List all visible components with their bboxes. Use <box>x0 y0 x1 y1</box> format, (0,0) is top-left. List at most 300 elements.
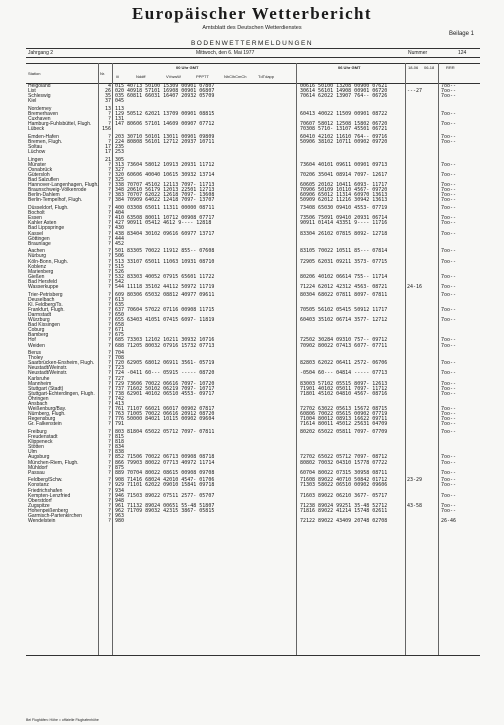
obs-00-groups: 834 <box>115 444 125 451</box>
obs-00-groups: 427 90911 05412 4612 9---- 12818 <box>115 220 212 227</box>
obs-00-groups: 875 <box>115 464 125 471</box>
station-name: Helgoland <box>28 83 51 89</box>
rr-group: 7oo-- <box>441 258 457 265</box>
obs-06-groups: 70607 58012 12508 15802 06720 <box>300 121 388 128</box>
station-nr: ? <box>107 332 111 339</box>
obs-00-groups: 724 -0411 60--- 05915 ----- 08720 <box>115 370 215 377</box>
rr-group: 7oo-- <box>441 215 457 222</box>
col-obs-00: 00 Uhr GMT <box>176 65 199 70</box>
rr-group: 7oo-- <box>441 360 457 367</box>
col-obs-06: 06 Uhr GMT <box>338 65 361 70</box>
section-heading: BODENWETTERMELDUNGEN <box>190 40 314 47</box>
station-name: List <box>28 88 36 95</box>
obs-00-groups: 542 <box>115 278 125 285</box>
station-name: Garmisch-Partenkirchen <box>28 513 82 519</box>
station-nr: ? <box>107 380 111 387</box>
obs-00-groups: 544 11118 35102 44112 50972 11719 <box>115 283 215 290</box>
obs-00-groups: 404 <box>115 210 125 217</box>
obs-06-groups: 60605 20102 10411 6093- 11717 <box>300 182 388 189</box>
obs-06-groups: 80206 40102 06614 755-- 11714 <box>300 273 388 280</box>
station-nr: 17 <box>104 144 111 151</box>
station-name: Stuttgart (Stadt) <box>28 385 64 392</box>
obs-06-groups: 83105 70022 10511 85--- 07814 <box>300 248 388 255</box>
obs-06-groups: 83304 26102 07815 8092- 12718 <box>300 230 388 237</box>
obs-00-groups: 501 83305 70022 11912 855-- 07608 <box>115 248 215 255</box>
obs-00-groups: 948 <box>115 497 125 504</box>
obs-00-groups: 613 <box>115 296 125 303</box>
rr-group: 7oo-- <box>441 482 457 489</box>
station-nr: ? <box>107 350 111 357</box>
obs-00-groups: 671 <box>115 327 125 334</box>
obs-06-groups: 60403 35102 06714 3577- 12712 <box>300 317 388 324</box>
rr-group: 7oo-- <box>441 492 457 499</box>
station-name: Düsseldorf, Flugh. <box>28 205 69 212</box>
station-name: Norderney <box>28 105 52 112</box>
obs-00-groups: 889 70704 80022 08615 00908 09708 <box>115 469 215 476</box>
obs-00-groups: 015 40713 50100 15309 00901 07807 <box>115 83 215 89</box>
station-nr: ? <box>107 477 111 484</box>
rr-group: 7oo-- <box>441 477 457 484</box>
rr-group: 7oo-- <box>441 83 457 89</box>
station-nr: ? <box>107 507 111 514</box>
footnote: Bei Flughäfen: Höhe = offizielle Flughafenhöhe <box>26 718 99 722</box>
station-nr: ? <box>107 278 111 285</box>
station-nr: ? <box>107 248 111 255</box>
obs-00-groups: 675 <box>115 332 125 339</box>
table-row <box>26 198 480 203</box>
rr-group: 7oo-- <box>441 283 457 290</box>
obs-00-groups: 838 <box>115 449 125 456</box>
obs-00-groups: 723 <box>115 365 125 372</box>
rr-group: 7oo-- <box>441 192 457 199</box>
table-row <box>26 519 480 524</box>
station-name: Passau <box>28 469 45 476</box>
station-name: Kempten-Lenzfried <box>28 492 71 499</box>
station-name: Weiden <box>28 342 45 349</box>
rr-group: 7oo-- <box>441 459 457 466</box>
station-nr: ? <box>107 311 111 318</box>
station-name: Neustadt/Weinstr. <box>28 370 68 377</box>
station-name: Münster <box>28 161 47 168</box>
station-table <box>26 84 480 524</box>
station-nr: ? <box>107 187 111 194</box>
col-06-18: 06-18 <box>424 65 435 70</box>
station-name: Karlsruhe <box>28 375 50 382</box>
station-nr: ? <box>107 454 111 461</box>
station-name: Frankfurt, Flugh. <box>28 306 65 313</box>
obs-06-groups: 60413 40022 11509 00901 08722 <box>300 110 388 117</box>
table-row <box>26 127 480 132</box>
station-nr: ? <box>107 268 111 275</box>
station-name: Ansbach <box>28 401 48 408</box>
station-nr: ? <box>107 513 111 519</box>
obs-06-groups: 90911 01414 43351 9---- 11716 <box>300 220 388 227</box>
rr-group: 7oo-- <box>441 380 457 387</box>
rr-group: 7oo-- <box>441 161 457 168</box>
obs-06-groups: 73604 40101 09611 00901 09713 <box>300 161 388 168</box>
station-name: Bremerhaven <box>28 110 59 117</box>
obs-00-groups: 325 <box>115 177 125 184</box>
station-nr: ? <box>107 138 111 145</box>
obs-00-groups: 791 <box>115 421 125 428</box>
station-name: Zugspitze <box>28 502 50 509</box>
station-name: Wasserkuppe <box>28 283 59 290</box>
obs-00-groups: 235 <box>115 144 125 151</box>
station-name: Freudenstadt <box>28 434 58 441</box>
station-name: Mannheim <box>28 380 52 387</box>
station-nr: ? <box>107 301 111 308</box>
station-name: Öhringen <box>28 395 49 402</box>
col-rrr: RRR <box>446 65 455 70</box>
station-nr: ? <box>107 273 111 280</box>
obs-06-groups: 60410 42102 11610 764-- 09716 <box>300 133 388 140</box>
obs-00-groups: 815 <box>115 434 125 441</box>
obs-06-groups: 70505 56102 05415 50912 11717 <box>300 306 388 313</box>
obs-00-groups: 655 63403 41051 07415 6097- 11819 <box>115 317 215 324</box>
station-nr: 37 <box>104 98 111 105</box>
obs-00-groups: 763 71005 70022 06616 20912 08720 <box>115 411 215 418</box>
station-nr: 13 <box>104 105 111 112</box>
station-name: Braunlage <box>28 240 51 247</box>
obs-06-groups: 80202 65022 05811 7097- 07709 <box>300 429 388 435</box>
obs-00-groups: 452 <box>115 240 125 247</box>
station-nr: ? <box>107 258 111 265</box>
rr-group: 7oo-- <box>441 370 457 377</box>
station-nr: 4 <box>107 83 111 89</box>
obs-00-groups: 410 63508 80011 10712 00908 07717 <box>115 215 215 222</box>
obs-00-groups: 506 <box>115 253 125 260</box>
obs-06-groups: 50909 62012 11216 30942 13613 <box>300 197 388 204</box>
station-nr: ? <box>107 390 111 397</box>
station-nr: ? <box>107 322 111 329</box>
obs-00-groups: 515 <box>115 263 125 270</box>
obs-06-groups: 60906 65012 11314 60970 13613 <box>300 192 388 199</box>
station-name: Klippeneck <box>28 439 53 446</box>
station-name: Stötten <box>28 444 44 451</box>
obs-06-groups: 70614 62022 13907 764-- 06726 <box>300 93 388 100</box>
obs-00-groups: 035 60811 66031 16407 20932 05709 <box>115 93 215 100</box>
station-nr: 17 <box>104 149 111 156</box>
obs-00-groups: 609 80306 65032 08812 40977 09611 <box>115 291 215 298</box>
station-nr: ? <box>107 133 111 140</box>
station-nr: ? <box>107 518 111 525</box>
col-nddff: Nddff <box>136 74 146 79</box>
obs-06-groups: 70906 50109 10110 4567- 09720 <box>300 187 388 194</box>
obs-06-groups: 80802 70032 04310 15778 07722 <box>300 459 388 466</box>
station-name: Braunschweig-Völkenrode <box>28 187 87 194</box>
rr-group: 7oo-- <box>441 291 457 298</box>
table-header <box>26 63 480 84</box>
station-name: Ulm <box>28 449 37 456</box>
obs-00-groups: 946 71503 89022 07511 2577- 05707 <box>115 492 215 499</box>
obs-00-groups: 413 <box>115 401 125 408</box>
station-name: Essen <box>28 215 42 222</box>
obs-00-groups: 929 71101 62022 09010 15841 09718 <box>115 482 215 489</box>
station-nr: ? <box>107 449 111 456</box>
station-nr: ? <box>107 205 111 212</box>
obs-06-groups: 71004 80012 08913 16622 09711 <box>300 416 388 423</box>
obs-00-groups: 532 83303 40052 07915 65601 11722 <box>115 273 215 280</box>
station-nr: ? <box>107 439 111 446</box>
station-name: Hannover-Langenhagen, Flugh. <box>28 182 99 189</box>
rr-group: 7oo-- <box>441 421 457 428</box>
station-nr: ? <box>107 317 111 324</box>
obs-06-groups: 72502 30284 09310 757-- 09712 <box>300 337 388 344</box>
table-row <box>26 422 480 427</box>
col-vvwwww: VVwwW <box>166 74 181 79</box>
station-nr: ? <box>107 482 111 489</box>
obs-00-groups: 685 73303 12102 10211 30932 10716 <box>115 337 215 344</box>
station-name: Augsburg <box>28 454 50 461</box>
station-name: Bad Lippspringe <box>28 225 65 232</box>
obs-00-groups: 305 <box>115 156 125 163</box>
obs-06-groups: 71303 58022 06510 00902 09606 <box>300 482 388 489</box>
rr-group: 7oo-- <box>441 172 457 178</box>
obs-06-groups: 30614 56101 14908 00901 06720 <box>300 88 388 95</box>
obs-06-groups: 70308 5710- 13107 45501 06721 <box>300 126 388 133</box>
station-nr: ? <box>107 497 111 504</box>
station-name: Schleswig <box>28 93 51 100</box>
rr-group: 26-46 <box>441 518 457 525</box>
station-nr: ? <box>107 406 111 413</box>
table-row <box>26 344 480 349</box>
station-name: Stuttgart-Echterdingen, Flugh. <box>28 390 95 397</box>
obs-00-groups: 908 71416 68024 42010 4547- 01706 <box>115 477 215 484</box>
station-nr: 35 <box>104 93 111 100</box>
station-name: Oberstdorf <box>28 497 52 504</box>
station-nr: ? <box>107 429 111 435</box>
station-nr: ? <box>107 166 111 173</box>
beilage-label: Beilage 1 <box>448 31 474 37</box>
obs-00-groups: 818 <box>115 439 125 446</box>
station-name: München-Riem, Flugh. <box>28 459 79 466</box>
station-name: Aachen <box>28 248 45 255</box>
jahrgang: Jahrgang 2 <box>28 50 54 56</box>
table-row <box>26 242 480 247</box>
col-tdtdapp: TdTdapp <box>258 74 275 79</box>
obs-06-groups: 72122 89022 43409 20748 02708 <box>300 518 388 525</box>
station-nr: ? <box>107 210 111 217</box>
station-nr: ? <box>107 192 111 199</box>
obs-00-groups: 708 <box>115 355 125 362</box>
station-nr: ? <box>107 230 111 237</box>
station-name: Bremen, Flugh. <box>28 138 63 145</box>
obs-06-groups: 71603 89022 06210 3677- 05717 <box>300 492 388 499</box>
obs-00-groups: 729 73606 70022 06616 7097- 10720 <box>115 380 215 387</box>
obs-06-groups: 73408 65030 09410 4553- 07719 <box>300 205 388 212</box>
obs-00-groups: 253 <box>115 149 125 156</box>
station-nr: ? <box>107 355 111 362</box>
obs-06-groups: -0504 60--- 04814 ----- 07713 <box>300 370 388 377</box>
station-name: Regensburg <box>28 416 56 423</box>
station-name: Darmstadt <box>28 311 52 318</box>
obs-00-groups: 963 <box>115 513 125 519</box>
station-nr: ? <box>107 434 111 441</box>
station-name: Bamberg <box>28 332 49 339</box>
obs-00-groups: 513 33107 65011 11063 10931 08710 <box>115 258 215 265</box>
station-nr: ? <box>107 365 111 372</box>
obs-06-groups: 71614 80011 45012 25631 04709 <box>300 421 388 428</box>
station-name: Trier-Petrisberg <box>28 291 63 298</box>
table-row <box>26 285 480 290</box>
station-nr: ? <box>107 444 111 451</box>
rr-group: 7oo-- <box>441 220 457 227</box>
obs-06-groups: 71816 89022 41214 15748 02611 <box>300 507 388 514</box>
station-name: Kiel <box>28 98 37 105</box>
station-name: Nürnberg, Flugh. <box>28 411 66 418</box>
station-nr: ? <box>107 177 111 184</box>
obs-06-groups: 70206 35041 08914 7097- 12617 <box>300 172 388 178</box>
obs-00-groups: 962 71709 89032 42315 3867- 05815 <box>115 507 215 514</box>
rr-group: 7oo-- <box>441 406 457 413</box>
obs-06-groups: 60806 70022 05615 00902 07719 <box>300 411 388 418</box>
obs-00-groups: 348 20610 56179 12013 22501 12713 <box>115 187 215 194</box>
table-row <box>26 99 480 104</box>
station-name: Konstanz <box>28 482 49 489</box>
station-nr: ? <box>107 401 111 408</box>
station-nr: ? <box>107 197 111 204</box>
obs-00-groups: 688 71205 80032 07916 15732 07713 <box>115 342 215 349</box>
obs-00-groups: 224 80808 56101 12712 20937 10711 <box>115 138 215 145</box>
rr-group: 7oo-- <box>441 390 457 397</box>
station-name: Berlin-Tempelhof, Flugh. <box>28 197 83 204</box>
table-row <box>26 471 480 476</box>
obs-00-groups: 131 <box>115 116 125 123</box>
station-name: Lingen <box>28 156 44 163</box>
station-nr: ? <box>107 370 111 377</box>
obs-00-groups: 045 <box>115 98 125 105</box>
station-name: Deuselbach <box>28 296 55 303</box>
obs-06-groups: 70902 80022 07413 6077- 07711 <box>300 342 388 349</box>
station-nr: ? <box>107 502 111 509</box>
station-nr: ? <box>107 395 111 402</box>
obs-00-groups: 650 <box>115 311 125 318</box>
rr-group: 7oo-- <box>441 342 457 349</box>
station-name: Lüchow <box>28 149 46 156</box>
rr-group: 7oo-- <box>441 133 457 140</box>
station-nr: ? <box>107 110 111 117</box>
rr-group: 7oo-- <box>441 230 457 237</box>
rr-group: 7oo-- <box>441 317 457 324</box>
obs-00-groups: 430 <box>115 225 125 232</box>
col-pppttt: PPPTT <box>196 74 209 79</box>
station-name: Berus <box>28 350 42 357</box>
col-iii: iii <box>116 74 119 79</box>
station-nr: ? <box>107 416 111 423</box>
station-nr: ? <box>107 215 111 222</box>
obs-00-groups: 658 <box>115 322 125 329</box>
station-name: Bad Salzuflen <box>28 177 59 184</box>
rr-group: 7oo-- <box>441 121 457 128</box>
station-nr: ? <box>107 492 111 499</box>
obs-06-groups: 60704 80022 07315 30958 08711 <box>300 469 388 476</box>
station-name: Friedrichshafen <box>28 487 63 494</box>
nummer-value: 124 <box>458 50 467 56</box>
station-nr: ? <box>107 487 111 494</box>
station-name: Berlin-Dahlem <box>28 192 60 199</box>
station-name: Bad Hersfeld <box>28 278 57 285</box>
page-subtitle: Amtsblatt des Deutschen Wetterdienstes <box>202 25 302 31</box>
rr-group: 7oo-- <box>441 182 457 189</box>
station-nr: ? <box>107 253 111 260</box>
rr-group: 7oo-- <box>441 502 457 509</box>
station-name: Würzburg <box>28 317 50 324</box>
station-name: Wendelstein <box>28 518 56 525</box>
rr-group: 7oo-- <box>441 429 457 435</box>
station-name: Gütersloh <box>28 172 50 178</box>
rr-group: 7oo-- <box>441 273 457 280</box>
obs-00-groups: 761 71107 66021 06017 00902 07817 <box>115 406 215 413</box>
obs-00-groups: 400 03308 65011 11311 00000 08711 <box>115 205 215 212</box>
obs-00-groups: 727 <box>115 375 125 382</box>
obs-00-groups: 803 81804 65022 05712 7097- 07811 <box>115 429 215 435</box>
col-station: Station <box>28 71 41 76</box>
obs-00-groups: 313 73604 58012 10913 20931 11712 <box>115 161 215 168</box>
station-name: Hamburg-Fuhlsbüttel, Flugh. <box>28 121 92 128</box>
station-nr: ? <box>107 342 111 349</box>
station-nr: ? <box>107 240 111 247</box>
station-nr: ? <box>107 421 111 428</box>
obs-00-groups: 384 70909 64022 12418 7097- 13707 <box>115 197 215 204</box>
obs-00-groups: 338 70707 45102 12113 7097- 11713 <box>115 182 215 189</box>
obs-00-groups: 742 <box>115 395 125 402</box>
obs-06-groups: 71608 89022 40710 50842 01712 <box>300 477 388 484</box>
station-name: Freiburg <box>28 429 47 435</box>
obs-00-groups: 438 83404 30102 09616 60977 13717 <box>115 230 215 237</box>
obs-00-groups: 320 60606 40040 10615 30932 13714 <box>115 172 215 178</box>
rr-group: 7oo-- <box>441 411 457 418</box>
station-nr: ? <box>107 459 111 466</box>
station-nr: ? <box>107 172 111 178</box>
station-name: Marienberg <box>28 268 54 275</box>
meta-bar <box>26 48 480 58</box>
obs-00-groups: 934 <box>115 487 125 494</box>
station-nr: ? <box>107 182 111 189</box>
nummer-label: Nummer <box>408 50 428 56</box>
extra-group: 24-16 <box>407 283 423 290</box>
station-nr: ? <box>107 283 111 290</box>
station-name: Feldberg/Schw. <box>28 477 63 484</box>
rr-group: 7oo-- <box>441 88 457 95</box>
station-name: Hof <box>28 337 36 344</box>
obs-00-groups: 704 <box>115 350 125 357</box>
extra-group: 23-29 <box>407 477 423 484</box>
rr-group: 7oo-- <box>441 197 457 204</box>
rr-group: 7oo-- <box>441 248 457 255</box>
station-name: Neustadt/Weinstr. <box>28 365 68 372</box>
obs-00-groups: 327 <box>115 166 125 173</box>
station-name: Mühldorf <box>28 464 48 471</box>
station-nr: ? <box>107 464 111 471</box>
station-nr: 156 <box>101 126 111 133</box>
station-nr: ? <box>107 220 111 227</box>
rr-group: 7oo-- <box>441 337 457 344</box>
obs-00-groups: 203 30710 50101 13011 00901 09809 <box>115 133 215 140</box>
col-nr: Nr. <box>100 71 106 76</box>
station-name: Gießen <box>28 273 45 280</box>
station-name: Bocholt <box>28 210 45 217</box>
rr-group: 7oo-- <box>441 205 457 212</box>
obs-00-groups: 737 71602 50102 06219 7097- 10717 <box>115 385 215 392</box>
obs-00-groups: 526 <box>115 268 125 275</box>
obs-00-groups: 383 70707 62022 12618 7097- 13608 <box>115 192 215 199</box>
rr-group: 7oo-- <box>441 385 457 392</box>
obs-00-groups: 129 50512 62021 13709 00901 08815 <box>115 110 215 117</box>
station-nr: ? <box>107 385 111 392</box>
station-name: Nürburg <box>28 253 47 260</box>
obs-00-groups: 961 71132 89024 00651 55-48 51807 <box>115 502 215 509</box>
obs-06-groups: 72905 62031 09211 3573- 07715 <box>300 258 388 265</box>
